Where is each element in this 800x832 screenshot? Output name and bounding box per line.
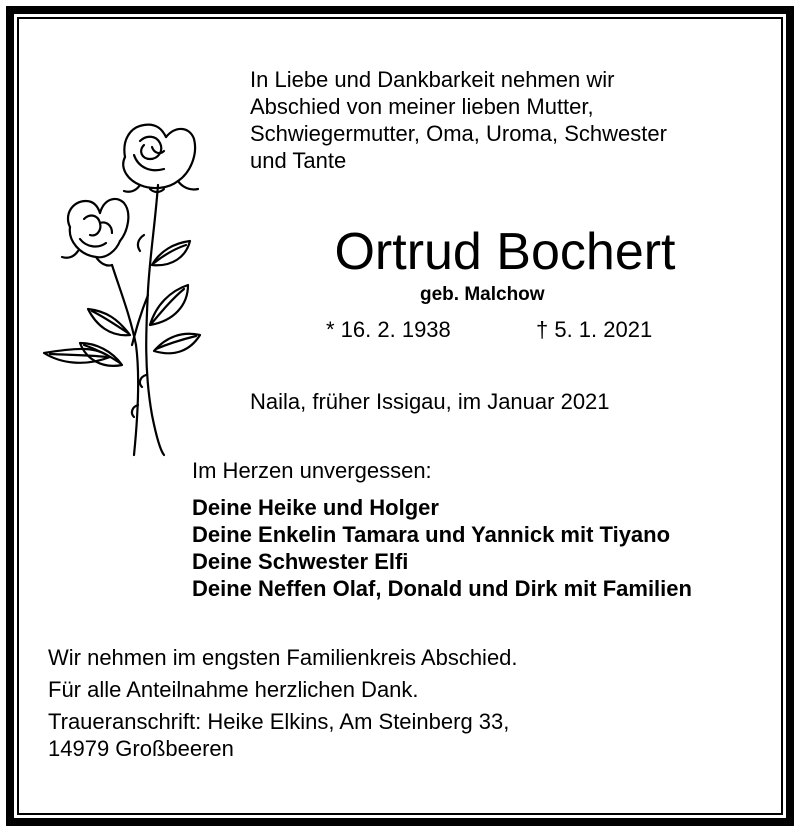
thanks-text: Für alle Anteilnahme herzlichen Dank. <box>48 677 419 702</box>
mourner-line: Deine Schwester Elfi <box>192 549 409 574</box>
mourner-line: Deine Enkelin Tamara und Yannick mit Tiyano <box>192 522 671 547</box>
mourner-line: Deine Heike und Holger <box>192 495 439 520</box>
intro-line: und Tante <box>250 148 347 173</box>
mourners-list <box>192 494 692 602</box>
death-date: † 5. 1. 2021 <box>536 317 653 342</box>
rose-icon <box>40 115 210 465</box>
mourning-address <box>48 708 509 762</box>
place-date: Naila, früher Issigau, im Januar 2021 <box>250 389 610 414</box>
mourner-line: Deine Neffen Olaf, Donald und Dirk mit Familien <box>192 576 692 601</box>
farewell-text: Wir nehmen im engsten Familienkreis Abschied. <box>48 645 518 670</box>
address-line: 14979 Großbeeren <box>48 736 234 761</box>
intro-text <box>250 66 667 174</box>
intro-line: Schwiegermutter, Oma, Uroma, Schwester <box>250 121 667 146</box>
birth-date: * 16. 2. 1938 <box>326 317 451 342</box>
intro-line: In Liebe und Dankbarkeit nehmen wir <box>250 67 615 92</box>
birth-name: geb. Malchow <box>420 284 545 305</box>
address-line: Traueranschrift: Heike Elkins, Am Steinberg 33, <box>48 709 510 734</box>
deceased-name: Ortrud Bochert <box>334 223 676 281</box>
intro-line: Abschied von meiner lieben Mutter, <box>250 94 594 119</box>
mourners-heading: Im Herzen unvergessen: <box>192 458 432 483</box>
